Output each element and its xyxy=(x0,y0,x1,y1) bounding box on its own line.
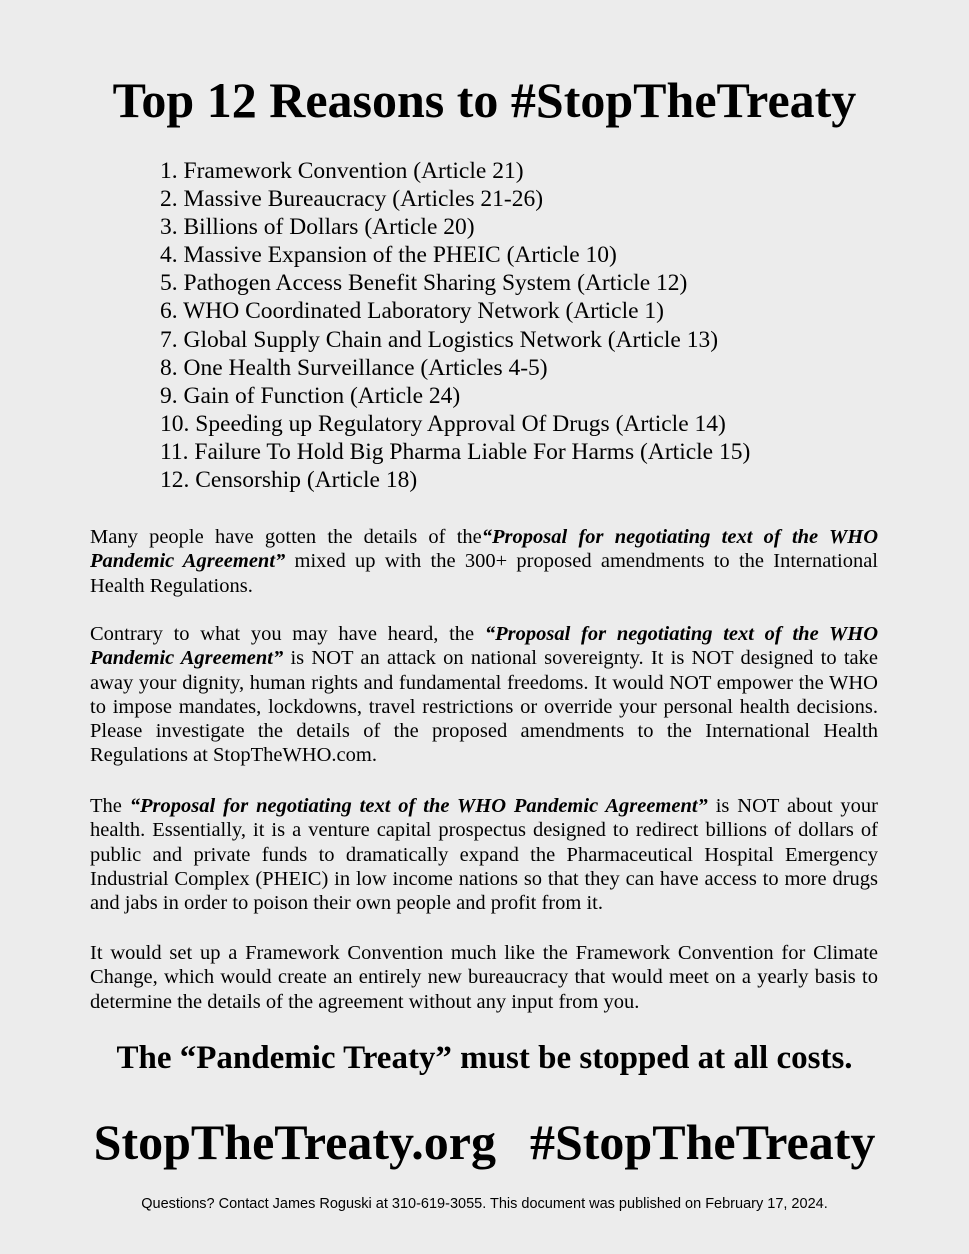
footer-links xyxy=(0,1110,969,1174)
list-item: 8. One Health Surveillance (Articles 4-5) xyxy=(160,354,548,381)
paragraph-text: mixed up with the 300+ proposed amendments to the International Health Regulations. xyxy=(90,550,878,597)
paragraph-contrary xyxy=(90,622,878,768)
list-item: 3. Billions of Dollars (Article 20) xyxy=(160,214,475,241)
proposal-emphasis: “Proposal for negotiating text of the WHO Pandemic Agreement” xyxy=(90,623,879,670)
paragraph-framework-convention: It would set up a Framework Convention much like the Framework Convention for Climate Change, which would create an entirely new bureaucracy that would meet on a yearly basis to determine the details of the agreement without any input from you. xyxy=(90,942,878,1013)
list-item: 9. Gain of Function (Article 24) xyxy=(160,382,461,409)
list-item: 7. Global Supply Chain and Logistics Network (Article 13) xyxy=(160,326,719,353)
list-item: 5. Pathogen Access Benefit Sharing System (Article 12) xyxy=(160,270,688,297)
reasons-list xyxy=(160,157,750,494)
list-item: 4. Massive Expansion of the PHEIC (Article 10) xyxy=(160,242,617,269)
page-title: Top 12 Reasons to #StopTheTreaty xyxy=(112,72,857,128)
list-item: 12. Censorship (Article 18) xyxy=(160,467,418,494)
list-item: 1. Framework Convention (Article 21) xyxy=(160,158,524,184)
contact-line: Questions? Contact James Roguski at 310-619-3055. This document was published on February 17, 2024. xyxy=(141,1196,828,1212)
paragraph-text: Many people have gotten the details of the xyxy=(90,526,482,548)
proposal-emphasis: “Proposal for negotiating text of the WHO Pandemic Agreement” xyxy=(129,795,708,817)
paragraph-text: The xyxy=(90,795,130,817)
hashtag-text: #StopTheTreaty xyxy=(529,1114,876,1170)
paragraph-mixed-up xyxy=(90,525,878,598)
list-item: 10. Speeding up Regulatory Approval Of Drugs (Article 14) xyxy=(160,410,726,437)
list-item: 11. Failure To Hold Big Pharma Liable For Harms (Article 15) xyxy=(160,438,751,465)
paragraph-text: is NOT about your health. Essentially, it is a venture capital prospectus designed to redirect billions of dollars of public and private funds to dramatically expand the Pharmaceutical Hospital Emergency Industrial Complex (PHEIC) in low income nations so that they can have access to more drugs and jabs in order to poison their own people and profit from it. xyxy=(90,795,878,915)
paragraph-not-about-health xyxy=(90,794,878,915)
proposal-emphasis: “Proposal for negotiating text of the WHO Pandemic Agreement” xyxy=(90,526,879,573)
paragraph-text: is NOT an attack on national sovereignty. It is NOT designed to take away your dignity, human rights and fundamental freedoms. It would NOT empower the WHO to impose mandates, lockdowns, travel restrictions or override your personal health decisions. Please investigate the details of the proposed amendments to the International Health Regulations at StopTheWHO.com. xyxy=(90,647,878,767)
paragraph-text: Contrary to what you may have heard, the xyxy=(90,623,485,645)
list-item: 2. Massive Bureaucracy (Articles 21-26) xyxy=(160,186,544,213)
list-item: 6. WHO Coordinated Laboratory Network (Article 1) xyxy=(160,298,665,325)
website-text: StopTheTreaty.org xyxy=(93,1114,496,1170)
stop-statement: The “Pandemic Treaty” must be stopped at all costs. xyxy=(116,1040,853,1076)
